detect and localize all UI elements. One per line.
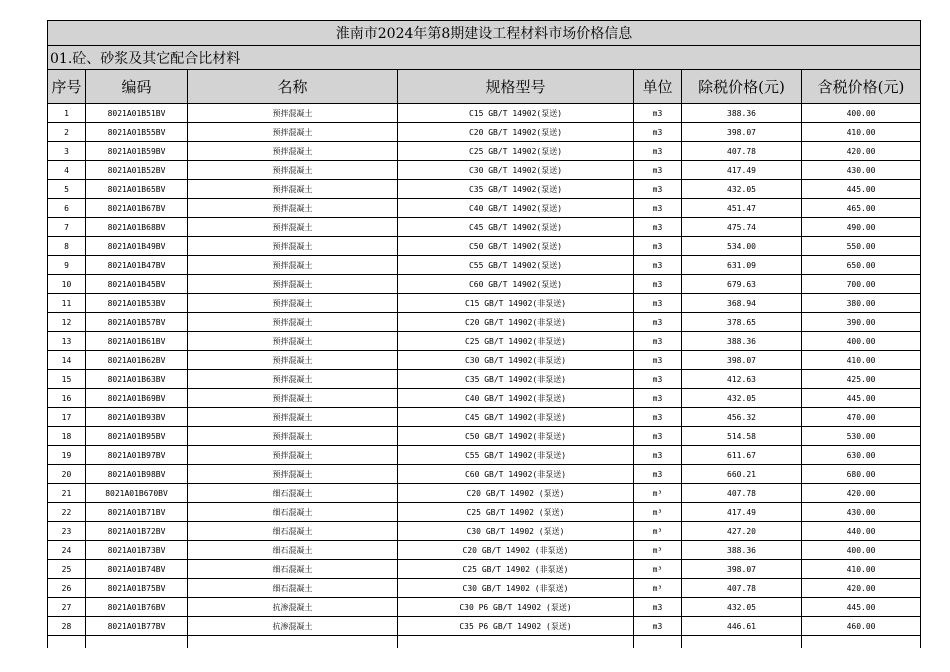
- seq-cell: 26: [48, 579, 86, 598]
- empty-cell: [802, 636, 921, 649]
- header-price-ex-tax: 除税价格(元): [682, 70, 802, 104]
- name-cell: 预拌混凝土: [188, 180, 398, 199]
- price-ex-tax-cell: 611.67: [682, 446, 802, 465]
- price-ex-tax-cell: 412.63: [682, 370, 802, 389]
- sheet-title: 淮南市2024年第8期建设工程材料市场价格信息: [48, 21, 921, 46]
- spec-cell: C35 P6 GB/T 14902 (泵送): [398, 617, 634, 636]
- spec-cell: C20 GB/T 14902 (非泵送): [398, 541, 634, 560]
- code-cell: 8021A01B74BV: [86, 560, 188, 579]
- seq-cell: 21: [48, 484, 86, 503]
- code-cell: 8021A01B65BV: [86, 180, 188, 199]
- seq-cell: 16: [48, 389, 86, 408]
- table-row: [48, 199, 921, 218]
- unit-cell: m3: [634, 446, 682, 465]
- price-inc-tax-cell: 420.00: [802, 484, 921, 503]
- price-ex-tax-cell: 432.05: [682, 180, 802, 199]
- price-ex-tax-cell: 388.36: [682, 332, 802, 351]
- spec-cell: C35 GB/T 14902(泵送): [398, 180, 634, 199]
- spec-cell: C30 GB/T 14902(泵送): [398, 161, 634, 180]
- unit-cell: m3: [634, 313, 682, 332]
- table-row: [48, 294, 921, 313]
- seq-cell: 9: [48, 256, 86, 275]
- seq-cell: 10: [48, 275, 86, 294]
- table-row: [48, 541, 921, 560]
- name-cell: 抗渗混凝土: [188, 617, 398, 636]
- table-row: [48, 446, 921, 465]
- unit-cell: m3: [634, 275, 682, 294]
- seq-cell: 11: [48, 294, 86, 313]
- unit-cell: m3: [634, 427, 682, 446]
- price-inc-tax-cell: 470.00: [802, 408, 921, 427]
- name-cell: 细石混凝土: [188, 484, 398, 503]
- name-cell: 预拌混凝土: [188, 199, 398, 218]
- spec-cell: C20 GB/T 14902 (泵送): [398, 484, 634, 503]
- price-inc-tax-cell: 465.00: [802, 199, 921, 218]
- table-row: [48, 598, 921, 617]
- price-inc-tax-cell: 400.00: [802, 332, 921, 351]
- spec-cell: C25 GB/T 14902(泵送): [398, 142, 634, 161]
- code-cell: 8021A01B93BV: [86, 408, 188, 427]
- price-inc-tax-cell: 445.00: [802, 180, 921, 199]
- code-cell: 8021A01B72BV: [86, 522, 188, 541]
- empty-cell: [48, 636, 86, 649]
- price-inc-tax-cell: 420.00: [802, 142, 921, 161]
- code-cell: 8021A01B63BV: [86, 370, 188, 389]
- code-cell: 8021A01B75BV: [86, 579, 188, 598]
- price-inc-tax-cell: 700.00: [802, 275, 921, 294]
- name-cell: 预拌混凝土: [188, 408, 398, 427]
- unit-cell: m3: [634, 142, 682, 161]
- table-row: [48, 427, 921, 446]
- spec-cell: C25 GB/T 14902(非泵送): [398, 332, 634, 351]
- name-cell: 细石混凝土: [188, 579, 398, 598]
- unit-cell: m³: [634, 522, 682, 541]
- price-inc-tax-cell: 410.00: [802, 123, 921, 142]
- empty-cell: [398, 636, 634, 649]
- price-inc-tax-cell: 680.00: [802, 465, 921, 484]
- table-row: [48, 180, 921, 199]
- name-cell: 预拌混凝土: [188, 313, 398, 332]
- unit-cell: m³: [634, 484, 682, 503]
- spec-cell: C40 GB/T 14902(泵送): [398, 199, 634, 218]
- header-price-inc-tax: 含税价格(元): [802, 70, 921, 104]
- seq-cell: 3: [48, 142, 86, 161]
- code-cell: 8021A01B98BV: [86, 465, 188, 484]
- table-row: [48, 351, 921, 370]
- seq-cell: 17: [48, 408, 86, 427]
- price-inc-tax-cell: 550.00: [802, 237, 921, 256]
- seq-cell: 6: [48, 199, 86, 218]
- spec-cell: C60 GB/T 14902(非泵送): [398, 465, 634, 484]
- price-inc-tax-cell: 490.00: [802, 218, 921, 237]
- code-cell: 8021A01B77BV: [86, 617, 188, 636]
- code-cell: 8021A01B51BV: [86, 104, 188, 123]
- price-inc-tax-cell: 430.00: [802, 161, 921, 180]
- spec-cell: C25 GB/T 14902 (泵送): [398, 503, 634, 522]
- name-cell: 细石混凝土: [188, 503, 398, 522]
- table-row: [48, 579, 921, 598]
- table-row: [48, 218, 921, 237]
- empty-cell: [634, 636, 682, 649]
- price-inc-tax-cell: 400.00: [802, 104, 921, 123]
- spec-cell: C45 GB/T 14902(泵送): [398, 218, 634, 237]
- name-cell: 预拌混凝土: [188, 256, 398, 275]
- code-cell: 8021A01B55BV: [86, 123, 188, 142]
- name-cell: 预拌混凝土: [188, 142, 398, 161]
- name-cell: 预拌混凝土: [188, 218, 398, 237]
- code-cell: 8021A01B61BV: [86, 332, 188, 351]
- spec-cell: C55 GB/T 14902(泵送): [398, 256, 634, 275]
- code-cell: 8021A01B670BV: [86, 484, 188, 503]
- table-row: [48, 237, 921, 256]
- table-row-partial: [48, 636, 921, 649]
- unit-cell: m3: [634, 598, 682, 617]
- unit-cell: m3: [634, 180, 682, 199]
- spec-cell: C30 GB/T 14902 (非泵送): [398, 579, 634, 598]
- header-unit: 单位: [634, 70, 682, 104]
- section-title: 01.砼、砂浆及其它配合比材料: [48, 46, 921, 70]
- price-ex-tax-cell: 631.09: [682, 256, 802, 275]
- spec-cell: C45 GB/T 14902(非泵送): [398, 408, 634, 427]
- spec-cell: C20 GB/T 14902(泵送): [398, 123, 634, 142]
- seq-cell: 2: [48, 123, 86, 142]
- table-row: [48, 389, 921, 408]
- price-ex-tax-cell: 679.63: [682, 275, 802, 294]
- price-inc-tax-cell: 630.00: [802, 446, 921, 465]
- price-ex-tax-cell: 432.05: [682, 389, 802, 408]
- price-ex-tax-cell: 432.05: [682, 598, 802, 617]
- table-row: [48, 617, 921, 636]
- seq-cell: 28: [48, 617, 86, 636]
- seq-cell: 1: [48, 104, 86, 123]
- name-cell: 预拌混凝土: [188, 427, 398, 446]
- spec-cell: C30 P6 GB/T 14902 (泵送): [398, 598, 634, 617]
- seq-cell: 24: [48, 541, 86, 560]
- spec-cell: C35 GB/T 14902(非泵送): [398, 370, 634, 389]
- price-ex-tax-cell: 446.61: [682, 617, 802, 636]
- unit-cell: m³: [634, 579, 682, 598]
- table-row: [48, 161, 921, 180]
- table-row: [48, 275, 921, 294]
- table-row: [48, 142, 921, 161]
- spec-cell: C55 GB/T 14902(非泵送): [398, 446, 634, 465]
- code-cell: 8021A01B73BV: [86, 541, 188, 560]
- header-seq: 序号: [48, 70, 86, 104]
- unit-cell: m3: [634, 123, 682, 142]
- unit-cell: m3: [634, 256, 682, 275]
- seq-cell: 12: [48, 313, 86, 332]
- table-row: [48, 560, 921, 579]
- price-inc-tax-cell: 400.00: [802, 541, 921, 560]
- unit-cell: m3: [634, 199, 682, 218]
- spec-cell: C15 GB/T 14902(泵送): [398, 104, 634, 123]
- unit-cell: m3: [634, 237, 682, 256]
- price-ex-tax-cell: 388.36: [682, 104, 802, 123]
- price-inc-tax-cell: 390.00: [802, 313, 921, 332]
- name-cell: 预拌混凝土: [188, 123, 398, 142]
- header-name: 名称: [188, 70, 398, 104]
- name-cell: 细石混凝土: [188, 522, 398, 541]
- table-row: [48, 484, 921, 503]
- empty-cell: [682, 636, 802, 649]
- seq-cell: 15: [48, 370, 86, 389]
- name-cell: 预拌混凝土: [188, 294, 398, 313]
- unit-cell: m3: [634, 389, 682, 408]
- seq-cell: 23: [48, 522, 86, 541]
- seq-cell: 19: [48, 446, 86, 465]
- spec-cell: C30 GB/T 14902 (泵送): [398, 522, 634, 541]
- seq-cell: 4: [48, 161, 86, 180]
- price-ex-tax-cell: 456.32: [682, 408, 802, 427]
- code-cell: 8021A01B49BV: [86, 237, 188, 256]
- price-ex-tax-cell: 451.47: [682, 199, 802, 218]
- code-cell: 8021A01B47BV: [86, 256, 188, 275]
- unit-cell: m3: [634, 351, 682, 370]
- spec-cell: C30 GB/T 14902(非泵送): [398, 351, 634, 370]
- spec-cell: C25 GB/T 14902 (非泵送): [398, 560, 634, 579]
- price-ex-tax-cell: 534.00: [682, 237, 802, 256]
- price-inc-tax-cell: 440.00: [802, 522, 921, 541]
- unit-cell: m³: [634, 503, 682, 522]
- name-cell: 预拌混凝土: [188, 389, 398, 408]
- unit-cell: m3: [634, 332, 682, 351]
- seq-cell: 14: [48, 351, 86, 370]
- code-cell: 8021A01B68BV: [86, 218, 188, 237]
- code-cell: 8021A01B67BV: [86, 199, 188, 218]
- code-cell: 8021A01B76BV: [86, 598, 188, 617]
- unit-cell: m3: [634, 104, 682, 123]
- empty-cell: [188, 636, 398, 649]
- code-cell: 8021A01B52BV: [86, 161, 188, 180]
- spec-cell: C20 GB/T 14902(非泵送): [398, 313, 634, 332]
- price-ex-tax-cell: 427.20: [682, 522, 802, 541]
- header-row: [48, 70, 921, 104]
- name-cell: 预拌混凝土: [188, 465, 398, 484]
- price-ex-tax-cell: 514.58: [682, 427, 802, 446]
- seq-cell: 13: [48, 332, 86, 351]
- header-code: 编码: [86, 70, 188, 104]
- price-inc-tax-cell: 380.00: [802, 294, 921, 313]
- seq-cell: 7: [48, 218, 86, 237]
- spec-cell: C50 GB/T 14902(泵送): [398, 237, 634, 256]
- price-ex-tax-cell: 407.78: [682, 484, 802, 503]
- name-cell: 预拌混凝土: [188, 351, 398, 370]
- spec-cell: C40 GB/T 14902(非泵送): [398, 389, 634, 408]
- price-ex-tax-cell: 398.07: [682, 123, 802, 142]
- code-cell: 8021A01B45BV: [86, 275, 188, 294]
- header-spec: 规格型号: [398, 70, 634, 104]
- section-row: [48, 46, 921, 70]
- table-row: [48, 408, 921, 427]
- seq-cell: 18: [48, 427, 86, 446]
- spec-cell: C50 GB/T 14902(非泵送): [398, 427, 634, 446]
- code-cell: 8021A01B53BV: [86, 294, 188, 313]
- name-cell: 细石混凝土: [188, 541, 398, 560]
- price-ex-tax-cell: 398.07: [682, 560, 802, 579]
- seq-cell: 25: [48, 560, 86, 579]
- seq-cell: 20: [48, 465, 86, 484]
- table-row: [48, 123, 921, 142]
- code-cell: 8021A01B71BV: [86, 503, 188, 522]
- price-ex-tax-cell: 388.36: [682, 541, 802, 560]
- seq-cell: 22: [48, 503, 86, 522]
- name-cell: 预拌混凝土: [188, 446, 398, 465]
- spec-cell: C15 GB/T 14902(非泵送): [398, 294, 634, 313]
- price-ex-tax-cell: 417.49: [682, 503, 802, 522]
- table-row: [48, 522, 921, 541]
- seq-cell: 5: [48, 180, 86, 199]
- code-cell: 8021A01B69BV: [86, 389, 188, 408]
- table-row: [48, 256, 921, 275]
- unit-cell: m3: [634, 370, 682, 389]
- title-row: [48, 21, 921, 46]
- table-row: [48, 465, 921, 484]
- name-cell: 预拌混凝土: [188, 161, 398, 180]
- unit-cell: m3: [634, 465, 682, 484]
- unit-cell: m3: [634, 218, 682, 237]
- price-inc-tax-cell: 460.00: [802, 617, 921, 636]
- unit-cell: m3: [634, 617, 682, 636]
- price-ex-tax-cell: 368.94: [682, 294, 802, 313]
- unit-cell: m3: [634, 408, 682, 427]
- name-cell: 预拌混凝土: [188, 104, 398, 123]
- seq-cell: 27: [48, 598, 86, 617]
- code-cell: 8021A01B97BV: [86, 446, 188, 465]
- code-cell: 8021A01B95BV: [86, 427, 188, 446]
- price-ex-tax-cell: 417.49: [682, 161, 802, 180]
- spec-cell: C60 GB/T 14902(泵送): [398, 275, 634, 294]
- table-row: [48, 313, 921, 332]
- price-ex-tax-cell: 378.65: [682, 313, 802, 332]
- price-ex-tax-cell: 407.78: [682, 579, 802, 598]
- seq-cell: 8: [48, 237, 86, 256]
- price-inc-tax-cell: 430.00: [802, 503, 921, 522]
- price-table: [47, 20, 921, 648]
- price-inc-tax-cell: 410.00: [802, 351, 921, 370]
- unit-cell: m3: [634, 294, 682, 313]
- code-cell: 8021A01B59BV: [86, 142, 188, 161]
- name-cell: 预拌混凝土: [188, 332, 398, 351]
- price-ex-tax-cell: 398.07: [682, 351, 802, 370]
- empty-cell: [86, 636, 188, 649]
- code-cell: 8021A01B62BV: [86, 351, 188, 370]
- unit-cell: m³: [634, 541, 682, 560]
- price-inc-tax-cell: 425.00: [802, 370, 921, 389]
- table-row: [48, 332, 921, 351]
- price-inc-tax-cell: 650.00: [802, 256, 921, 275]
- unit-cell: m³: [634, 560, 682, 579]
- name-cell: 预拌混凝土: [188, 275, 398, 294]
- price-inc-tax-cell: 410.00: [802, 560, 921, 579]
- price-inc-tax-cell: 445.00: [802, 389, 921, 408]
- price-ex-tax-cell: 475.74: [682, 218, 802, 237]
- code-cell: 8021A01B57BV: [86, 313, 188, 332]
- name-cell: 细石混凝土: [188, 560, 398, 579]
- table-row: [48, 370, 921, 389]
- table-row: [48, 104, 921, 123]
- price-inc-tax-cell: 445.00: [802, 598, 921, 617]
- table-row: [48, 503, 921, 522]
- price-ex-tax-cell: 660.21: [682, 465, 802, 484]
- name-cell: 预拌混凝土: [188, 237, 398, 256]
- unit-cell: m3: [634, 161, 682, 180]
- price-ex-tax-cell: 407.78: [682, 142, 802, 161]
- name-cell: 预拌混凝土: [188, 370, 398, 389]
- name-cell: 抗渗混凝土: [188, 598, 398, 617]
- price-inc-tax-cell: 530.00: [802, 427, 921, 446]
- price-inc-tax-cell: 420.00: [802, 579, 921, 598]
